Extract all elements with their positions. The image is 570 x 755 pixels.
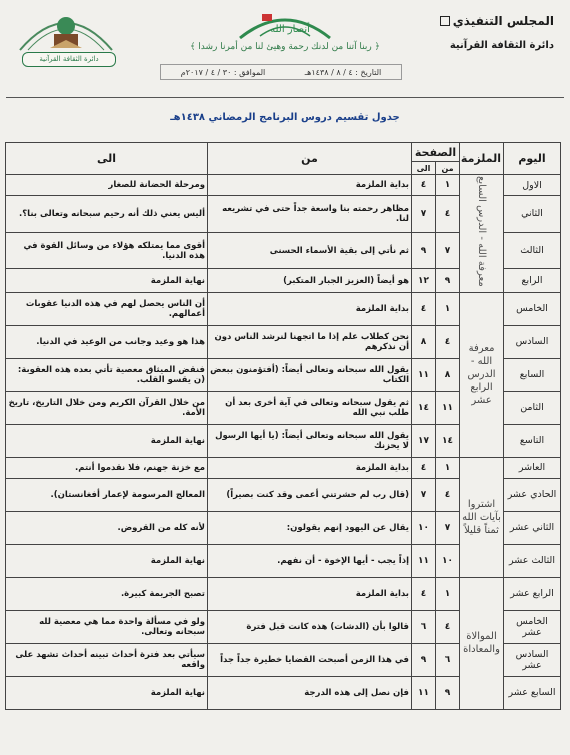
to-cell: من خلال القرآن الكريم ومن خلال التاريخ، تاريخ الأمة. — [6, 391, 208, 424]
unit-cell: الموالاة والمعاداة — [460, 577, 504, 709]
from-cell: يقول الله سبحانه وتعالى أيضاً: (يا أيها الرسول لا يحزنك — [208, 424, 412, 457]
to-cell: ومرحلة الحضانة للصغار — [6, 175, 208, 196]
day-cell: الثاني — [504, 196, 561, 233]
col-header-day: اليوم — [504, 143, 561, 175]
day-cell: الرابع عشر — [504, 577, 561, 610]
col-header-from: من — [208, 143, 412, 175]
page-from-cell: ٤ — [436, 196, 460, 233]
page-from-cell: ١ — [436, 457, 460, 478]
day-cell: الخامس عشر — [504, 610, 561, 643]
to-cell: أن الناس يحصل لهم في هذه الدنيا عقوبات أعمالهم. — [6, 292, 208, 325]
day-cell: الحادي عشر — [504, 478, 561, 511]
logo — [10, 4, 122, 70]
day-cell: الثالث عشر — [504, 544, 561, 577]
table-row — [6, 457, 561, 478]
schedule-table — [5, 142, 561, 710]
from-cell: ثم نأتي إلى بقية الأسماء الحسنى — [208, 232, 412, 269]
page-to-cell: ٧ — [412, 196, 436, 233]
to-cell: سيأتي بعد فترة أحداث تبينه أحداث تشهد على واقعه — [6, 643, 208, 676]
page-to-cell: ٦ — [412, 610, 436, 643]
from-cell: في هذا الزمن أصبحت القضايا خطيرة جداً جداً — [208, 643, 412, 676]
from-cell: بداية الملزمة — [208, 577, 412, 610]
from-cell: إذاً يجب - أيها الإخوة - أن نفهم. — [208, 544, 412, 577]
page-to-cell: ١٢ — [412, 269, 436, 292]
col-header-to: الى — [6, 143, 208, 175]
dept-title: دائرة الثقافة القرآنية — [449, 40, 554, 51]
unit-cell: معرفة الله - الدرس السابع — [460, 175, 504, 293]
table-row — [6, 292, 561, 325]
to-cell: نهاية الملزمة — [6, 676, 208, 709]
page-from-cell: ٧ — [436, 232, 460, 269]
page-from-cell: ١١ — [436, 391, 460, 424]
col-header-page-from: من — [436, 162, 460, 175]
page-from-cell: ١ — [436, 577, 460, 610]
from-cell: مظاهر رحمته بنا واسعة جداً حتى في تشريعه لنا. — [208, 196, 412, 233]
day-cell: السادس — [504, 325, 561, 358]
day-cell: السادس عشر — [504, 643, 561, 676]
to-cell: المعالج المرسومة لإعمار أفغانستان). — [6, 478, 208, 511]
page-from-cell: ١ — [436, 175, 460, 196]
page-from-cell: ٤ — [436, 610, 460, 643]
day-cell: العاشر — [504, 457, 561, 478]
page-to-cell: ٤ — [412, 457, 436, 478]
logo-label: دائرة الثقافة القرآنية — [22, 52, 116, 67]
from-cell: فإن نصل إلى هذه الدرجة — [208, 676, 412, 709]
page-to-cell: ٤ — [412, 175, 436, 196]
page-from-cell: ٨ — [436, 358, 460, 391]
day-cell: الثاني عشر — [504, 511, 561, 544]
day-cell: الرابع — [504, 269, 561, 292]
page-to-cell: ١٤ — [412, 391, 436, 424]
page-from-cell: ٩ — [436, 676, 460, 709]
page-to-cell: ٤ — [412, 577, 436, 610]
to-cell: نهاية الملزمة — [6, 424, 208, 457]
from-cell: ثم يقول سبحانه وتعالى في آية أخرى بعد أن طلب نبي الله — [208, 391, 412, 424]
from-cell: بداية الملزمة — [208, 175, 412, 196]
to-cell: نهاية الملزمة — [6, 544, 208, 577]
page-to-cell: ٤ — [412, 292, 436, 325]
page-to-cell: ١٠ — [412, 511, 436, 544]
to-cell: تصبح الجريمة كبيرة. — [6, 577, 208, 610]
page-from-cell: ١٠ — [436, 544, 460, 577]
to-cell: مع خزنة جهنم، فلا نقدموا أنتم. — [6, 457, 208, 478]
calligraphy-text: أنصار الله — [270, 24, 310, 35]
page-from-cell: ٧ — [436, 511, 460, 544]
to-cell: نهاية الملزمة — [6, 269, 208, 292]
header-divider — [6, 97, 564, 98]
from-cell: يقال عن اليهود إنهم يقولون: — [208, 511, 412, 544]
day-cell: التاسع — [504, 424, 561, 457]
page-from-cell: ١٤ — [436, 424, 460, 457]
unit-cell: اشتروا بآيات الله ثمناً قليلاً — [460, 457, 504, 577]
page-to-cell: ١١ — [412, 676, 436, 709]
to-cell: فنقض الميثاق معصية تأتي بعده هذه العقوبة: (ن يقسو القلب. — [6, 358, 208, 391]
date-hijri: التاريخ : ٤ / ٨ / ١٤٣٨هـ — [304, 67, 382, 77]
from-cell: يقول الله سبحانه وتعالى أيضاً: (أفتؤمنون ببعض الكتاب — [208, 358, 412, 391]
from-cell: بداية الملزمة — [208, 457, 412, 478]
date-bar — [160, 64, 402, 80]
day-cell: السابع — [504, 358, 561, 391]
header-verse: ﴿ ربنا آتنا من لدنك رحمة وهيئ لنا من أمرنا رشدا ﴾ — [190, 42, 380, 52]
to-cell: هذا هو وعيد وجانب من الوعيد في الدنيا. — [6, 325, 208, 358]
page-from-cell: ٤ — [436, 478, 460, 511]
table-row — [6, 577, 561, 610]
page-to-cell: ١٧ — [412, 424, 436, 457]
col-header-page: الصفحة — [412, 143, 460, 162]
day-cell: الخامس — [504, 292, 561, 325]
page-from-cell: ١ — [436, 292, 460, 325]
page-to-cell: ٧ — [412, 478, 436, 511]
from-cell: (قال رب لم حشرتني أعمى وقد كنت بصيراً) — [208, 478, 412, 511]
page-from-cell: ٤ — [436, 325, 460, 358]
from-cell: بداية الملزمة — [208, 292, 412, 325]
org-title: المجلس التنفيذي — [452, 14, 554, 28]
day-cell: السابع عشر — [504, 676, 561, 709]
page-from-cell: ٩ — [436, 269, 460, 292]
header-center — [150, 6, 420, 84]
page-from-cell: ٦ — [436, 643, 460, 676]
day-cell: الثامن — [504, 391, 561, 424]
from-cell: نحن كطلاب علم إذا ما اتجهنا لنرشد الناس دون أن نذكرهم — [208, 325, 412, 358]
page-title: جدول تقسيم دروس البرنامج الرمضاني ١٤٣٨هـ — [170, 112, 400, 123]
day-cell: الاول — [504, 175, 561, 196]
to-cell: ولو في مسألة واحدة مما هي معصية لله سبحانه وتعالى. — [6, 610, 208, 643]
to-cell: لأنه كله من القروض. — [6, 511, 208, 544]
checkbox-icon — [440, 16, 450, 26]
day-cell: الثالث — [504, 232, 561, 269]
page-to-cell: ٩ — [412, 643, 436, 676]
from-cell: قالوا بأن (الدشات) هذه كانت قبل فترة — [208, 610, 412, 643]
ansarullah-calligraphy-icon — [220, 8, 350, 44]
org-header — [434, 14, 554, 51]
page-to-cell: ٩ — [412, 232, 436, 269]
table-row — [6, 175, 561, 196]
col-header-unit: الملزمة — [460, 143, 504, 175]
to-cell: أقوى مما يمتلكه هؤلاء من وسائل القوة في هذه الدنيا. — [6, 232, 208, 269]
page-to-cell: ٨ — [412, 325, 436, 358]
to-cell: أليس يعني ذلك أنه رحيم سبحانه وتعالى بنا؟. — [6, 196, 208, 233]
unit-cell: معرفة الله - الدرس الرابع عشر — [460, 292, 504, 457]
date-gregorian: الموافق : ٣٠ / ٤ / ٢٠١٧م — [180, 67, 266, 77]
page-to-cell: ١١ — [412, 544, 436, 577]
col-header-page-to: الى — [412, 162, 436, 175]
quran-book-icon — [10, 4, 122, 54]
page-to-cell: ١١ — [412, 358, 436, 391]
from-cell: هو أيضاً (العزيز الجبار المتكبر) — [208, 269, 412, 292]
